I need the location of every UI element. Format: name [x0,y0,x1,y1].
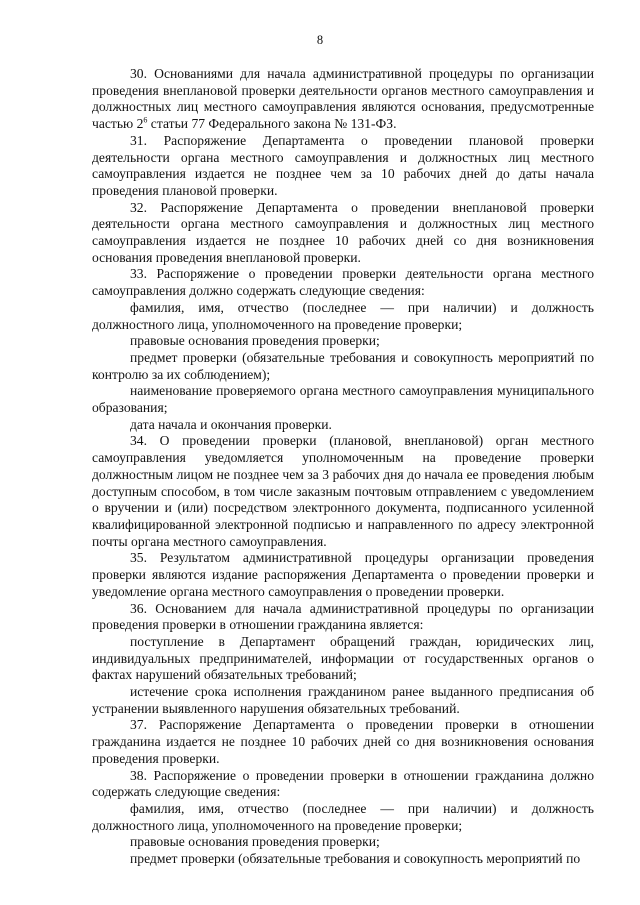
list-item-official-name: фамилия, имя, отчество (последнее — при наличии) и должность должностного лица, уполномоченного на проведение проверки; [92,299,594,332]
paragraph-35: 35. Результатом административной процедуры организации проведения проверки являются издание распоряжения Департамента о проведении проверки и уведомление органа местного самоуправления о проведении проверки. [92,550,594,599]
list-item-subject-2: предмет проверки (обязательные требования и совокупность мероприятий по [130,851,581,867]
list-item-body-name: наименование проверяемого органа местного самоуправления муниципального образования; [92,383,594,416]
paragraph-37: 37. Распоряжение Департамента о проведении проверки в отношении гражданина издается не позднее 10 рабочих дней со дня возникновения основания проведения проверки. [92,717,594,766]
page-number: 8 [316,33,324,47]
list-item-legal-basis: правовые основания проведения проверки; [130,333,380,349]
paragraph-34: 34. О проведении проверки (плановой, внеплановой) орган местного самоуправления уведомляется уполномоченным на проведение проверки должностным лицом не позднее чем за 3 рабочих дня до начала ее проведения любым доступным способом, в том числе заказным почтовым отправлением с уведомлением о вручении и (или) посредством электронного документа, подписанного усиленной квалифицированной электронной подписью и направленного по адресу электронной почты органа местного самоуправления. [92,433,594,549]
list-item-official-name-2: фамилия, имя, отчество (последнее — при наличии) и должность должностного лица, уполномоченного на проведение проверки; [92,800,594,833]
paragraph-36: 36. Основанием для начала административной процедуры по организации проведения проверки в отношении гражданина является: [92,600,594,633]
list-item-subject: предмет проверки (обязательные требования и совокупность мероприятий по контролю за их соблюдением); [92,349,594,382]
paragraph-33: 33. Распоряжение о проведении проверки деятельности органа местного самоуправления должно содержать следующие сведения: [92,266,594,299]
paragraph-32: 32. Распоряжение Департамента о проведении внеплановой проверки деятельности органа местного самоуправления и должностных лиц местного самоуправления издается не позднее 10 рабочих дней со дня возникновения основания проведения внеплановой проверки. [92,199,594,265]
list-item-legal-basis-2: правовые основания проведения проверки; [130,834,380,850]
list-item-dates: дата начала и окончания проверки. [130,416,332,432]
paragraph-31: 31. Распоряжение Департамента о проведении плановой проверки деятельности органа местного самоуправления и должностных лиц местного самоуправления издается не позднее чем за 10 рабочих дней до даты начала проведения плановой проверки. [92,132,594,198]
paragraph-30-tail: статьи 77 Федерального закона № 131-ФЗ. [147,116,397,132]
paragraph-30 [92,66,594,133]
paragraph-30-superscript: 6 [143,115,148,125]
paragraph-38: 38. Распоряжение о проведении проверки в отношении гражданина должно содержать следующие сведения: [92,767,594,800]
document-body [92,66,594,868]
list-item-expiry: истечение срока исполнения гражданином ранее выданного предписания об устранении выявленного нарушения обязательных требований. [92,684,594,716]
paragraph-30-text: 30. Основаниями для начала административной процедуры по организации проведения внеплановой проверки деятельности органов местного самоуправления и должностных лиц местного самоуправления являются основания, предусмотренные частью 2 [92,66,594,132]
list-item-appeals: поступление в Департамент обращений граждан, юридических лиц, индивидуальных предпринимателей, информации от государственных органов о фактах нарушений обязательных требований; [92,633,594,683]
